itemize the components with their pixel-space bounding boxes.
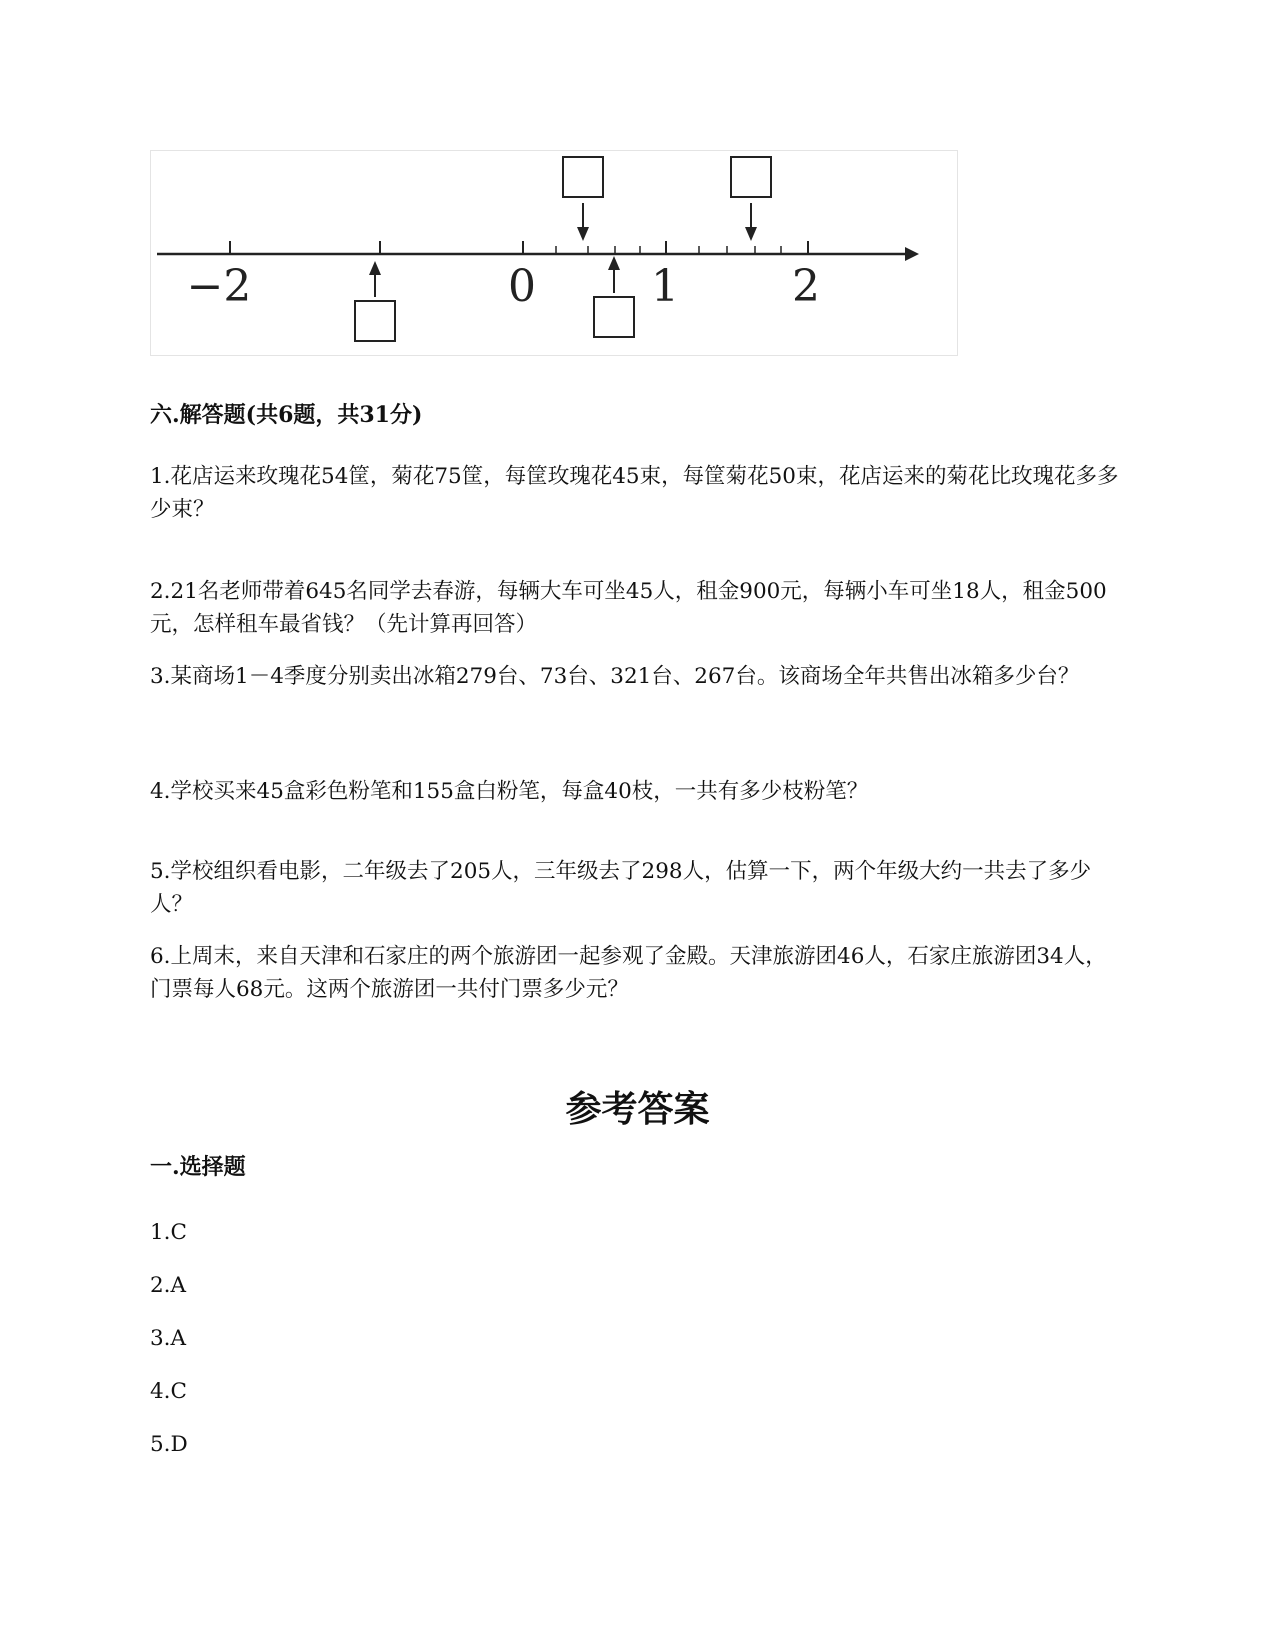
arrow-up-icon	[369, 261, 381, 275]
arrow-down-icon	[745, 227, 757, 241]
section-6-heading: 六.解答题(共6题，共31分)	[150, 402, 423, 428]
answer-item: 4.C	[150, 1379, 187, 1404]
question-6: 6.上周末，来自天津和石家庄的两个旅游团一起参观了金殿。天津旅游团46人，石家庄旅游团34人，门票每人68元。这两个旅游团一共付门票多少元？	[150, 944, 1107, 1002]
answer-item: 2.A	[150, 1273, 187, 1298]
tick-label-0: 0	[508, 261, 536, 312]
question-5: 5.学校组织看电影，二年级去了205人，三年级去了298人，估算一下，两个年级大约一共去了多少人？	[150, 859, 1092, 917]
number-line-figure	[150, 150, 958, 356]
tick-label-minus-2: −2	[186, 261, 252, 312]
question-1: 1.花店运来玫瑰花54筐，菊花75筐，每筐玫瑰花45束，每筐菊花50束，花店运来的菊花比玫瑰花多多少束？	[150, 464, 1119, 522]
tick-label-2: 2	[792, 261, 820, 312]
axis-arrowhead-icon	[905, 247, 919, 261]
tick-label-1: 1	[651, 261, 679, 312]
arrow-up-icon	[608, 256, 620, 270]
question-2: 2.21名老师带着645名同学去春游，每辆大车可坐45人，租金900元，每辆小车可坐18人，租金500元，怎样租车最省钱？（先计算再回答）	[150, 579, 1107, 637]
answer-key-title: 参考答案	[565, 1088, 710, 1130]
arrow-down-icon	[577, 227, 589, 241]
answer-item: 1.C	[150, 1220, 187, 1245]
answer-item: 5.D	[150, 1432, 188, 1457]
answer-box-top-right	[731, 157, 771, 197]
answer-box-bottom-right	[594, 297, 634, 337]
answer-item: 3.A	[150, 1326, 187, 1351]
answer-box-top-left	[563, 157, 603, 197]
answer-box-bottom-left	[355, 301, 395, 341]
question-4: 4.学校买来45盒彩色粉笔和155盒白粉笔，每盒40枝，一共有多少枝粉笔？	[150, 779, 869, 804]
question-3: 3.某商场1－4季度分别卖出冰箱279台、73台、321台、267台。该商场全年共售出冰箱多少台？	[150, 664, 1080, 689]
number-line-svg	[151, 151, 957, 355]
answer-section-1-heading: 一.选择题	[150, 1154, 246, 1180]
